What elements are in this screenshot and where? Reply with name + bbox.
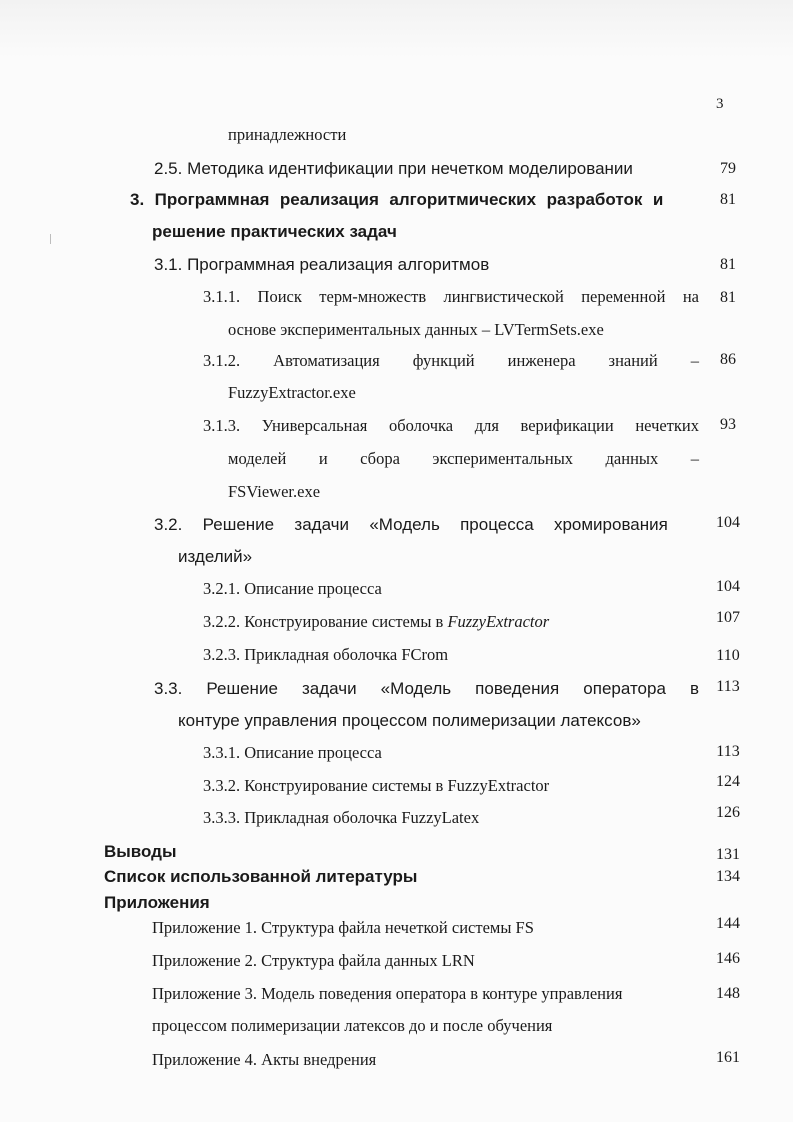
toc-entry-3-line2: решение практических задач: [152, 222, 397, 241]
toc-page-3-1-3: 93: [720, 416, 736, 433]
toc-entry-3-2-1: 3.2.1. Описание процесса: [203, 579, 382, 598]
toc-entry-3-3-3: 3.3.3. Прикладная оболочка FuzzyLatex: [203, 808, 480, 827]
toc-entry-3-2-2-italic: FuzzyExtractor: [447, 612, 550, 631]
toc-entry-3-1-3-line1: 3.1.3. Универсальная оболочка для верификации нечетких: [203, 416, 699, 435]
toc-entry-3-1-1-line1: 3.1.1. Поиск терм-множеств лингвистической переменной на: [203, 287, 699, 306]
toc-entry-3-1-2-line2: FuzzyExtractor.exe: [228, 383, 356, 402]
toc-entry-3-1-3-line2: моделей и сбора экспериментальных данных –: [228, 449, 699, 468]
toc-entry-appendix-1: Приложение 1. Структура файла нечеткой системы FS: [152, 918, 534, 937]
toc-entry-3-1-1-line2: основе экспериментальных данных – LVTermSets.exe: [228, 320, 604, 339]
toc-page-3-1-2: 86: [720, 351, 736, 368]
page-number: 3: [716, 96, 724, 112]
scan-artifact-mark: [50, 234, 51, 244]
toc-entry-3-line1: [130, 191, 698, 208]
toc-entry-3-3-2: 3.3.2. Конструирование системы в FuzzyExtractor: [203, 776, 550, 795]
toc-page-2-5: 79: [720, 160, 736, 177]
toc-entry-3-3-line2: контуре управления процессом полимеризации латексов»: [178, 711, 641, 730]
toc-entry-3-2-line2: изделий»: [178, 547, 253, 566]
toc-entry-3-1: 3.1. Программная реализация алгоритмов: [154, 255, 490, 274]
toc-page-3-3-1: 113: [716, 743, 740, 760]
scan-edge-shading: [0, 0, 793, 58]
toc-page-3-3-3: 126: [716, 804, 740, 821]
toc-page-3: 81: [720, 191, 736, 208]
toc-entry-3-text1: 3. Программная реализация алгоритмических разработок и: [130, 190, 664, 209]
toc-page-3-3: 113: [716, 678, 740, 695]
toc-entry-3-2-3: 3.2.3. Прикладная оболочка FCrom: [203, 645, 449, 664]
toc-entry-3-2-2: [203, 614, 549, 631]
toc-page-3-2-2: 107: [716, 609, 740, 626]
toc-page-conclusions: 131: [716, 846, 740, 863]
toc-entry-appendix-3-line2: процессом полимеризации латексов до и после обучения: [152, 1016, 553, 1035]
toc-page-3-2: 104: [716, 514, 740, 531]
toc-entry-continuation: принадлежности: [228, 125, 347, 144]
toc-entry-3-3-1: 3.3.1. Описание процесса: [203, 743, 382, 762]
toc-page-appendix-1: 144: [716, 915, 740, 932]
toc-page-appendix-3: 148: [716, 985, 740, 1002]
toc-page-3-1: 81: [720, 256, 736, 273]
toc-page-3-2-1: 104: [716, 578, 740, 595]
toc-page-3-3-2: 124: [716, 773, 740, 790]
toc-entry-3-1-3-line3: FSViewer.exe: [228, 482, 321, 501]
toc-entry-3-2-2-text: 3.2.2. Конструирование системы в: [203, 612, 448, 631]
toc-page-3-1-1: 81: [720, 289, 736, 306]
toc-entry-3-2-line1: 3.2. Решение задачи «Модель процесса хромирования: [154, 515, 668, 534]
toc-entry-appendix-3-line1: Приложение 3. Модель поведения оператора в контуре управления: [152, 984, 623, 1003]
toc-entry-conclusions: Выводы: [104, 842, 177, 861]
toc-entry-appendix-2: Приложение 2. Структура файла данных LRN: [152, 951, 475, 970]
toc-entry-appendix-4: Приложение 4. Акты внедрения: [152, 1050, 377, 1069]
toc-page-appendix-2: 146: [716, 950, 740, 967]
toc-entry-2-5: 2.5. Методика идентификации при нечетком моделировании: [154, 159, 633, 178]
toc-entry-references: Список использованной литературы: [104, 867, 418, 886]
toc-page-references: 134: [716, 868, 740, 885]
toc-page-appendix-4: 161: [716, 1049, 740, 1066]
toc-entry-appendices: Приложения: [104, 893, 210, 912]
toc-page-3-2-3: 110: [716, 647, 740, 664]
toc-entry-3-3-line1: 3.3. Решение задачи «Модель поведения оператора в: [154, 679, 699, 698]
toc-entry-3-1-2-line1: 3.1.2. Автоматизация функций инженера знаний –: [203, 351, 699, 370]
